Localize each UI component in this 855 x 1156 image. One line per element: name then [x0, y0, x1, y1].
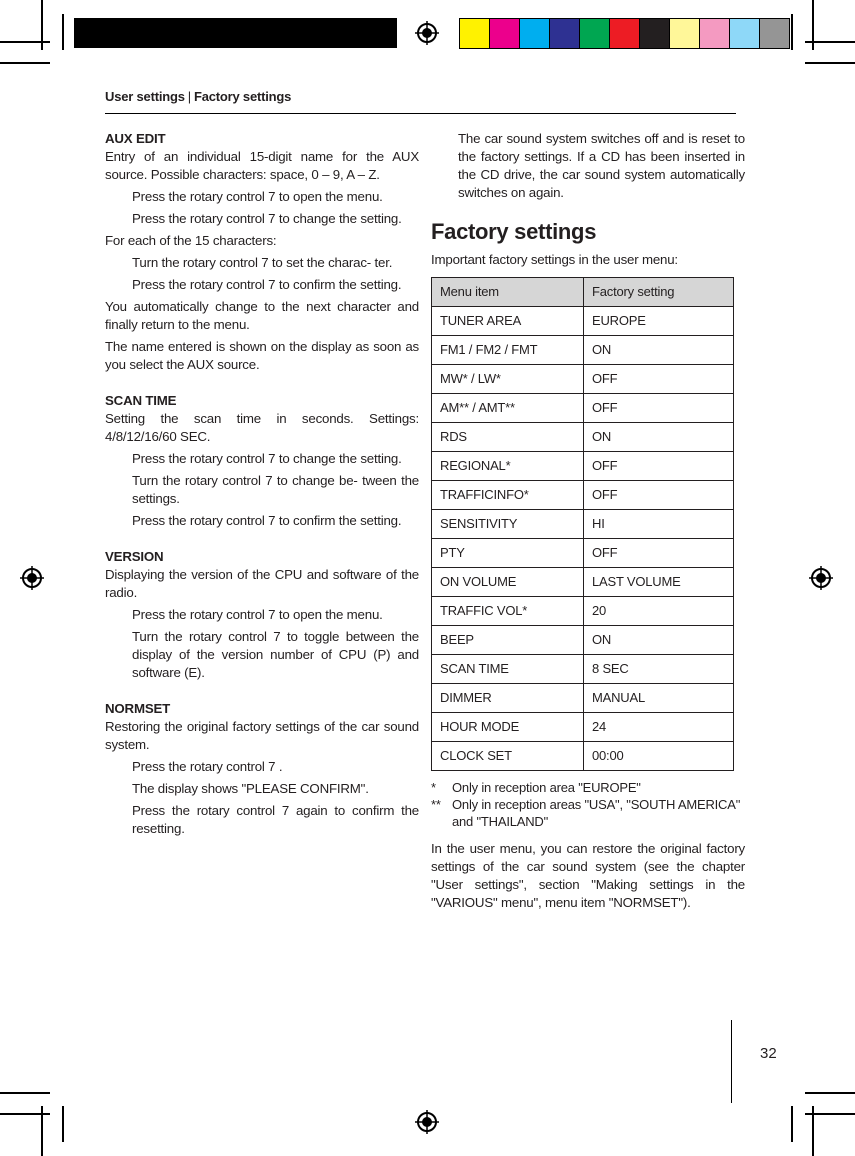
- footnote-mark: **: [431, 797, 441, 812]
- table-row: [432, 423, 734, 452]
- table-header-row: [432, 278, 734, 307]
- table-row: [432, 365, 734, 394]
- normset-intro: Restoring the original factory settings of the car sound system.: [105, 719, 419, 752]
- scan-time-step-3: Press the rotary control 7 to confirm the setting.: [132, 513, 402, 528]
- color-swatch: [460, 19, 490, 48]
- menu-item-cell: DIMMER: [432, 684, 584, 713]
- color-swatch: [640, 19, 670, 48]
- aux-edit-auto: You automatically change to the next character and finally return to the menu.: [105, 299, 419, 332]
- crop-mark: [41, 1106, 43, 1156]
- menu-item-cell: TRAFFICINFO*: [432, 481, 584, 510]
- factory-setting-cell: 8 SEC: [584, 655, 734, 684]
- table-row: [432, 742, 734, 771]
- aux-edit-step-1: Press the rotary control 7 to open the menu.: [132, 189, 383, 204]
- table-row: [432, 626, 734, 655]
- factory-settings-intro: Important factory settings in the user menu:: [431, 252, 678, 267]
- page-number-rule: [731, 1020, 732, 1103]
- factory-setting-cell: HI: [584, 510, 734, 539]
- table-row: [432, 481, 734, 510]
- menu-item-cell: AM** / AMT**: [432, 394, 584, 423]
- table-row: [432, 684, 734, 713]
- aux-edit-shown: The name entered is shown on the display as soon as you select the AUX source.: [105, 339, 419, 372]
- header-subsection: Factory settings: [193, 89, 292, 104]
- table-row: [432, 394, 734, 423]
- factory-settings-table: [431, 277, 734, 771]
- table-row: [432, 713, 734, 742]
- crop-mark: [791, 1106, 793, 1142]
- aux-edit-each: For each of the 15 characters:: [105, 233, 277, 248]
- color-swatch: [580, 19, 610, 48]
- menu-item-cell: BEEP: [432, 626, 584, 655]
- color-swatch: [730, 19, 760, 48]
- factory-setting-cell: EUROPE: [584, 307, 734, 336]
- footnote: [431, 779, 745, 796]
- table-row: [432, 655, 734, 684]
- menu-item-cell: RDS: [432, 423, 584, 452]
- color-swatch: [700, 19, 730, 48]
- footnote-mark: *: [431, 780, 436, 795]
- factory-setting-cell: OFF: [584, 452, 734, 481]
- page-number: 32: [760, 1045, 777, 1062]
- version-title: VERSION: [105, 549, 164, 564]
- factory-setting-cell: OFF: [584, 481, 734, 510]
- aux-edit-title: AUX EDIT: [105, 131, 166, 146]
- table-row: [432, 597, 734, 626]
- crop-mark: [805, 1092, 855, 1094]
- header-separator: |: [187, 89, 191, 104]
- color-swatch: [520, 19, 550, 48]
- factory-setting-cell: OFF: [584, 394, 734, 423]
- table-row: [432, 568, 734, 597]
- factory-setting-cell: ON: [584, 423, 734, 452]
- menu-item-cell: HOUR MODE: [432, 713, 584, 742]
- menu-item-cell: REGIONAL*: [432, 452, 584, 481]
- crop-mark: [62, 1106, 64, 1142]
- normset-step-3: Press the rotary control 7 again to confirm the resetting.: [132, 803, 419, 836]
- color-swatch-bar: [459, 18, 790, 49]
- factory-setting-cell: OFF: [584, 365, 734, 394]
- factory-setting-cell: MANUAL: [584, 684, 734, 713]
- factory-settings-title: Factory settings: [431, 219, 597, 244]
- footnote-text: Only in reception area "EUROPE": [452, 780, 641, 795]
- color-swatch: [610, 19, 640, 48]
- running-header: [105, 89, 291, 104]
- menu-item-cell: FM1 / FM2 / FMT: [432, 336, 584, 365]
- normset-step-2: The display shows "PLEASE CONFIRM".: [132, 781, 369, 796]
- aux-edit-step-4: Press the rotary control 7 to confirm the setting.: [132, 277, 402, 292]
- scan-time-intro: Setting the scan time in seconds. Settings: 4/8/12/16/60 SEC.: [105, 411, 419, 444]
- crop-mark: [805, 62, 855, 64]
- factory-setting-cell: LAST VOLUME: [584, 568, 734, 597]
- aux-edit-step-2: Press the rotary control 7 to change the setting.: [132, 211, 402, 226]
- scan-time-step-2: Turn the rotary control 7 to change be- tween the settings.: [132, 473, 419, 506]
- table-header-cell: Factory setting: [584, 278, 734, 307]
- version-step-2: Turn the rotary control 7 to toggle between the display of the version number of CPU (P) and software (E).: [132, 629, 419, 680]
- version-step-1: Press the rotary control 7 to open the menu.: [132, 607, 383, 622]
- menu-item-cell: CLOCK SET: [432, 742, 584, 771]
- menu-item-cell: TRAFFIC VOL*: [432, 597, 584, 626]
- left-column: [105, 130, 419, 842]
- menu-item-cell: TUNER AREA: [432, 307, 584, 336]
- footnote: [431, 796, 745, 830]
- scan-time-title: SCAN TIME: [105, 393, 177, 408]
- menu-item-cell: PTY: [432, 539, 584, 568]
- factory-setting-cell: ON: [584, 336, 734, 365]
- normset-title: NORMSET: [105, 701, 171, 716]
- factory-settings-outro: In the user menu, you can restore the original factory settings of the car sound system (see the chapter "User settings", section "Making settings in the "VARIOUS" menu", menu item "NORMSET").: [431, 841, 745, 910]
- crop-mark: [0, 62, 50, 64]
- footnote-text: Only in reception areas "USA", "SOUTH AMERICA" and "THAILAND": [452, 797, 741, 829]
- table-row: [432, 539, 734, 568]
- registration-mark-icon: [415, 21, 439, 45]
- color-swatch: [550, 19, 580, 48]
- color-swatch: [670, 19, 700, 48]
- right-column: [431, 130, 745, 916]
- color-swatch: [490, 19, 520, 48]
- footnotes: [431, 779, 745, 830]
- crop-mark: [812, 0, 814, 50]
- crop-mark: [812, 1106, 814, 1156]
- print-bar-black: [74, 18, 397, 48]
- crop-mark: [62, 14, 64, 50]
- reset-description: The car sound system switches off and is reset to the factory settings. If a CD has been inserted in the CD drive, the car sound system automatically switches on again.: [458, 131, 745, 200]
- crop-mark: [0, 1092, 50, 1094]
- table-row: [432, 452, 734, 481]
- crop-mark: [791, 14, 793, 50]
- header-section: User settings: [105, 89, 185, 104]
- version-intro: Displaying the version of the CPU and software of the radio.: [105, 567, 419, 600]
- scan-time-step-1: Press the rotary control 7 to change the setting.: [132, 451, 402, 466]
- menu-item-cell: ON VOLUME: [432, 568, 584, 597]
- registration-mark-icon: [20, 566, 44, 590]
- registration-mark-icon: [809, 566, 833, 590]
- aux-edit-step-3: Turn the rotary control 7 to set the charac- ter.: [132, 255, 393, 270]
- table-row: [432, 307, 734, 336]
- header-rule: [105, 113, 736, 114]
- registration-mark-icon: [415, 1110, 439, 1134]
- menu-item-cell: MW* / LW*: [432, 365, 584, 394]
- normset-step-1: Press the rotary control 7 .: [132, 759, 283, 774]
- factory-setting-cell: 00:00: [584, 742, 734, 771]
- aux-edit-intro: Entry of an individual 15-digit name for the AUX source. Possible characters: space, 0 – 9, A – Z.: [105, 149, 419, 182]
- table-header-cell: Menu item: [432, 278, 584, 307]
- factory-setting-cell: 24: [584, 713, 734, 742]
- factory-setting-cell: OFF: [584, 539, 734, 568]
- table-row: [432, 336, 734, 365]
- factory-setting-cell: ON: [584, 626, 734, 655]
- color-swatch: [760, 19, 789, 48]
- factory-setting-cell: 20: [584, 597, 734, 626]
- menu-item-cell: SCAN TIME: [432, 655, 584, 684]
- menu-item-cell: SENSITIVITY: [432, 510, 584, 539]
- table-row: [432, 510, 734, 539]
- crop-mark: [41, 0, 43, 50]
